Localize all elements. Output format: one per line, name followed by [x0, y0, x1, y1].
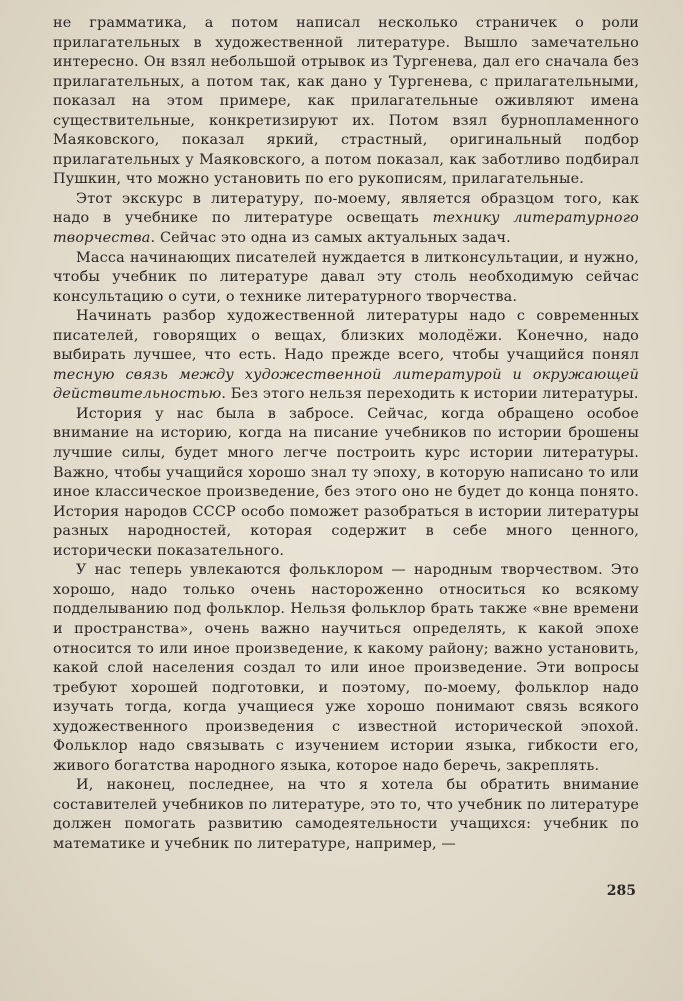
- text-run: У нас теперь увлекаются фольклором — народным творчеством. Это хорошо, надо только очень настороженно относиться ко всякому подделыванию под фольклор. Нельзя фольклор брать также «вне времени и пространства», очень важно научиться определять, к какой эпохе относится то или иное произведение, к какому району; важно установить, какой слой населения создал то или иное произведение. Эти вопросы требуют хорошей подготовки, и поэтому, по-моему, фольклор надо изучать тогда, когда учащиеся уже хорошо понимают связь всякого художественного произведения с известной исторической эпохой. Фольклор надо связывать с изучением истории языка, гибкости его, живого богатства народного языка, которое надо беречь, закреплять.: [53, 562, 639, 774]
- text-run: . Без этого нельзя переходить к истории литературы.: [221, 386, 639, 403]
- text-run: Масса начинающих писателей нуждается в литконсультации, и нужно, чтобы учебник по литературе давал эту столь необходимую сейчас консультацию о сути, о технике литературного творчества.: [53, 249, 639, 305]
- text-run: История у нас была в забросе. Сейчас, когда обращено особое внимание на историю, когда на писание учебников по истории брошены лучшие силы, будет много легче построить курс истории литературы. Важно, чтобы учащийся хорошо знал ту эпоху, в которую написано то или иное классическое произведение, без этого оно не будет до конца понято. История народов СССР особо поможет разобраться в истории литературы разных народностей, которая содержит в себе много ценного, исторически показательного.: [53, 405, 639, 559]
- text-run: . Сейчас это одна из самых актуальных задач.: [150, 230, 511, 247]
- text-run: Этот экскурс в литературу, по-моему, является образцом того, как надо в учебнике по литературе освещать: [53, 190, 639, 227]
- text-run: Начинать разбор художественной литературы надо с современных писателей, говорящих о вещах, близких молодёжи. Конечно, надо выбирать лучшее, что есть. Надо прежде всего, чтобы учащийся понял: [53, 308, 639, 364]
- paragraph: [53, 190, 639, 249]
- emphasized-text: тесную связь между художественной литературой и окружающей действительностью: [53, 366, 639, 403]
- page-number: 285: [606, 883, 636, 899]
- paragraph: [53, 14, 639, 190]
- paragraph: [53, 307, 639, 405]
- paragraph: [53, 405, 639, 561]
- text-run: И, наконец, последнее, на что я хотела бы обратить внимание составителей учебников по литературе, это то, что учебник по литературе должен помогать развитию самодеятельности учащихся: учебник по математике и учебник по литературе, например, —: [53, 777, 639, 852]
- paragraph: [53, 561, 639, 776]
- paragraph: [53, 776, 639, 854]
- paragraph: [53, 249, 639, 308]
- body-text: [53, 14, 639, 855]
- emphasized-text: технику литературного творчества: [53, 210, 639, 247]
- text-run: не грамматика, а потом написал несколько страничек о роли прилагательных в художественной литературе. Вышло замечательно интересно. Он взял небольшой отрывок из Тургенева, дал его сначала без прилагательных, а потом так, как дано у Тургенева, с прилагательными, показал на этом примере, как прилагательные оживляют имена существительные, конкретизируют их. Потом взял бурнопламенного Маяковского, показал яркий, страстный, оригинальный подбор прилагательных у Маяковского, а потом показал, как заботливо подбирал Пушкин, что можно установить по его рукописям, прилагательные.: [53, 15, 639, 188]
